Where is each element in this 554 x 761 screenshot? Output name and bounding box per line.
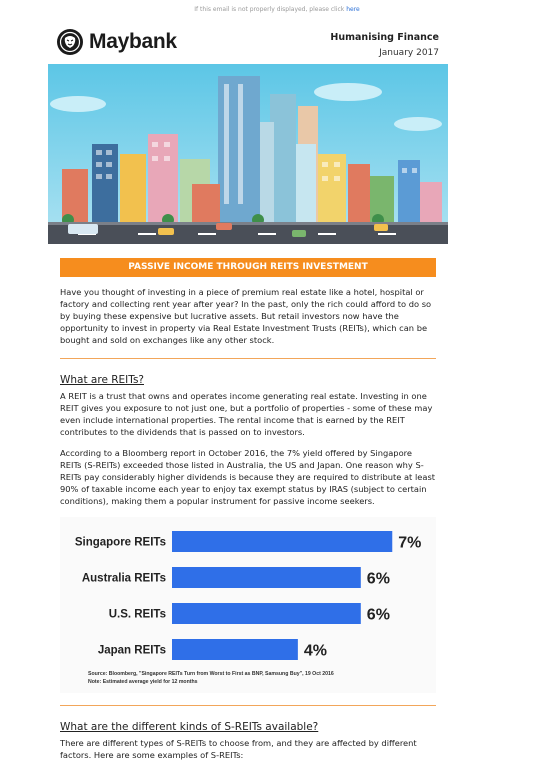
- view-online-link[interactable]: here: [346, 6, 360, 13]
- chart-bar: [172, 531, 392, 552]
- chart-bar: [172, 603, 361, 624]
- intro-paragraph: Have you thought of investing in a piece of premium real estate like a hotel, hospital or factory and collecting rent year after year? In the past, only the rich could afford to do so by buying these expensive but lucrative assets. But retail investors now have the opportunity to invest in property via Real Estate Investment Trusts (REITs), which can be bought and sold on exchanges like any other stock.: [60, 287, 432, 345]
- chart-data-label: 7%: [398, 534, 422, 552]
- chart-data-label: 4%: [303, 642, 327, 660]
- chart-svg: [60, 517, 436, 693]
- tiger-head-icon: [57, 29, 83, 55]
- issue-date: January 2017: [379, 48, 439, 58]
- top-note: [0, 0, 554, 20]
- chart-bar: [172, 567, 361, 588]
- header-info: [330, 32, 439, 58]
- email-body: [48, 20, 448, 761]
- divider: [60, 358, 436, 359]
- top-note-text: If this email is not properly displayed, please click: [194, 6, 345, 13]
- chart-source-note: Source: Bloomberg, "Singapore REITs Turn from Worst to First as BNP, Samsung Buy", 19 Oct 2016: [88, 671, 334, 677]
- chart-category-label: U.S. REITs: [108, 608, 166, 621]
- city-skyline-illustration: [48, 64, 448, 244]
- what-paragraph: A REIT is a trust that owns and operates income generating real estate. Investing in one REIT gives you exposure to not just one, but a portfolio of properties - some of these may even include international properties. The rental income that is earned by the REIT contributes to the dividends that is passed on to investors.: [60, 391, 433, 437]
- reit-yield-chart: [60, 517, 436, 693]
- heading-kinds-of-sreits: What are the different kinds of S-REITs available?: [60, 721, 319, 733]
- chart-data-label: 6%: [366, 570, 390, 588]
- bloomberg-paragraph: According to a Bloomberg report in October 2016, the 7% yield offered by Singapore REITs (S-REITs) exceeded those listed in Australia, the US and Japan. One reason why S-REITs pay considerably higher dividends is because they are required to distribute at least 90% of taxable income each year to enjoy tax exempt status by IRAS (subject to certain conditions), making them a popular instrument for passive income seekers.: [60, 448, 436, 506]
- kinds-paragraph: There are different types of S-REITs to choose from, and they are affected by different factors. Here are some examples of S-REITs:: [60, 738, 417, 760]
- chart-bar: [172, 639, 298, 660]
- chart-category-label: Singapore REITs: [74, 536, 166, 549]
- section-title-bar: PASSIVE INCOME THROUGH REITS INVESTMENT: [60, 258, 436, 277]
- article: [48, 258, 448, 761]
- brand-name: Maybank: [89, 30, 177, 53]
- divider: [60, 705, 436, 706]
- maybank-logo[interactable]: [57, 29, 177, 55]
- chart-category-label: Japan REITs: [97, 644, 166, 657]
- tagline: Humanising Finance: [330, 32, 439, 43]
- chart-footnote: Note: Estimated average yield for 12 months: [88, 679, 198, 685]
- chart-category-label: Australia REITs: [81, 572, 166, 585]
- email-header: [48, 20, 448, 64]
- chart-data-label: 6%: [366, 606, 390, 624]
- heading-what-are-reits: What are REITs?: [60, 374, 144, 386]
